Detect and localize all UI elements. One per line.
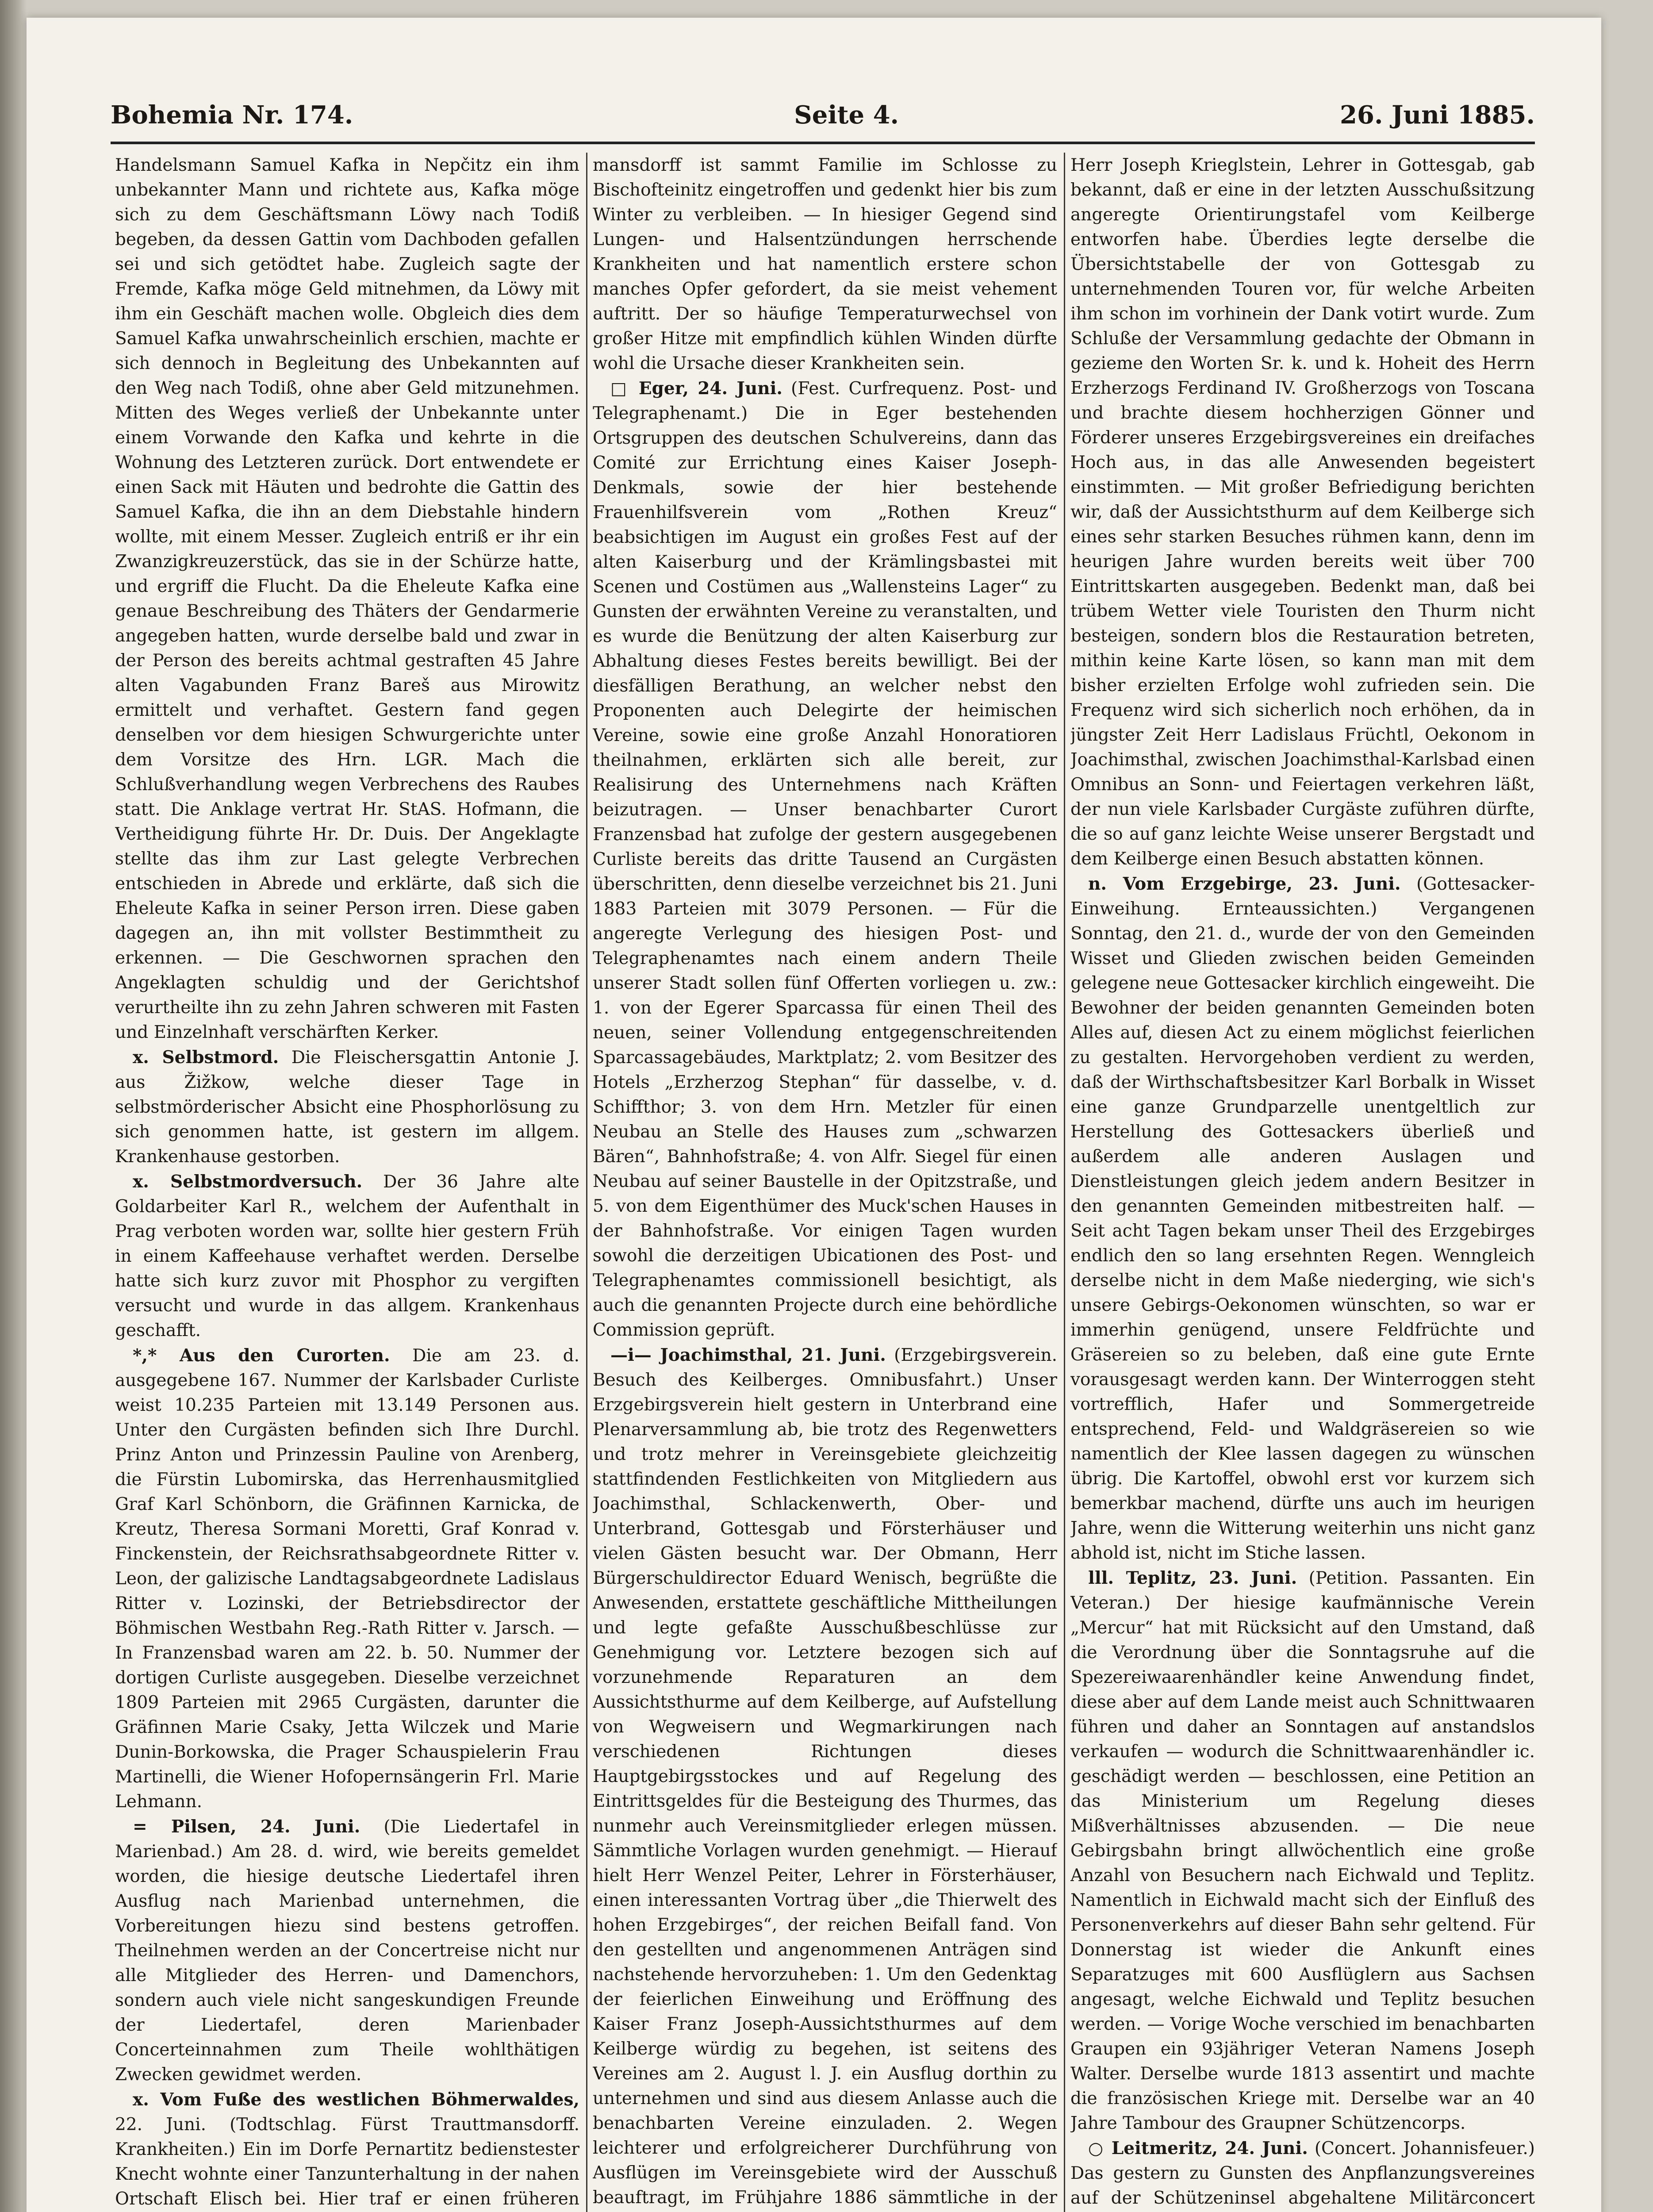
article-heading: *,* Aus den Curorten. [133, 1345, 390, 1366]
article-paragraph [1070, 1566, 1535, 2136]
article-heading: x. Selbstmordversuch. [133, 1171, 363, 1192]
article-text: Die am 23. d. ausgegebene 167. Nummer der Karlsbader Curliste weist 10.235 Parteien mit 13.149 Personen aus. Unter den Curgästen befinden sich Ihre Durchl. Prinz Anton und Prinzessin Pauline von Arenberg, die Fürstin Lubomirska, das Herrenhausmitglied Graf Karl Schönborn, die Gräfinnen Karnicka, de Kreutz, Theresa Sormani Moretti, Graf Konrad v. Finckenstein, der Reichsrathsabgeordnete Ritter v. Leon, der galizische Landtagsabgeordnete Ladislaus Ritter v. Lozinski, der Betriebsdirector der Böhmischen Westbahn Reg.-Rath Ritter v. Jarsch. — In Franzensbad waren am 22. b. 50. Nummer der dortigen Curliste ausgegeben. Dieselbe verzeichnet 1809 Parteien mit 2965 Curgästen, darunter die Gräfinnen Marie Csaky, Jetta Wilczek und Marie Dunin-Borkowska, die Prager Schauspielerin Frau Martinelli, die Wiener Hofopernsängerin Frl. Marie Lehmann. [115, 1346, 579, 1812]
article-text: (Fest. Curfrequenz. Post- und Telegraphenamt.) Die in Eger bestehenden Ortsgruppen des deutschen Schulvereins, dann das Comité zur Errichtung eines Kaiser Joseph-Denkmals, sowie der hier bestehende Frauenhilfsverein vom „Rothen Kreuz“ beabsichtigen im August ein großes Fest auf der alten Kaiserburg und der Krämlingsbastei mit Scenen und Costümen aus „Wallensteins Lager“ zu Gunsten der erwähnten Vereine zu veranstalten, und es wurde die Benützung der alten Kaiserburg zur Abhaltung dieses Festes bereits bewilligt. Bei der diesfälligen Berathung, an welcher nebst den Proponenten auch Delegirte der heimischen Vereine, sowie eine große Anzahl Honoratioren theilnahmen, erklärten sich alle bereit, zur Realisirung des Unternehmens nach Kräften beizutragen. — Unser benachbarter Curort Franzensbad hat zufolge der gestern ausgegebenen Curliste bereits das dritte Tausend an Curgästen überschritten, denn dieselbe verzeichnet bis 21. Juni 1883 Parteien mit 3079 Personen. — Für die angeregte Verlegung des hiesigen Post- und Telegraphenamtes nach einem andern Theile unserer Stadt sollen fünf Offerten vorliegen u. zw.: 1. von der Egerer Sparcassa für einen Theil des neuen, seiner Vollendung entgegenschreitenden Sparcassagebäudes, Marktplatz; 2. vom Besitzer des Hotels „Erzherzog Stephan“ für dasselbe, v. d. Schiffthor; 3. von dem Hrn. Metzler für einen Neubau an Stelle des Hauses zum „schwarzen Bären“, Bahnhofstraße; 4. von Alfr. Siegel für einen Neubau auf seiner Baustelle in der Opitzstraße, und 5. von dem Eigenthümer des Muck'schen Hauses in der Bahnhofstraße. Vor einigen Tagen wurden sowohl die derzeitigen Ubicationen des Post- und Telegraphenamtes commissionell besichtigt, als auch die genannten Projecte durch eine behördliche Commission geprüft. [593, 379, 1057, 1340]
article-paragraph [1070, 153, 1535, 872]
article-paragraph [1070, 872, 1535, 1566]
article-heading: —i— Joachimsthal, 21. Juni. [610, 1345, 886, 1365]
article-text: (Erzgebirgsverein. Besuch des Keilberges. Omnibusfahrt.) Unser Erzgebirgsverein hielt gestern in Unterbrand eine Plenarversammlung ab, bie trotz des Regenwetters und trotz mehrer in Vereinsgebiete gleichzeitig stattfindenden Festlichkeiten von Mitgliedern aus Joachimsthal, Schlackenwerth, Ober- und Unterbrand, Gottesgab und Försterhäuser und vielen Gästen besucht war. Der Obmann, Herr Bürgerschuldirector Eduard Wenisch, begrüßte die Anwesenden, erstattete geschäftliche Mittheilungen und legte gefaßte Ausschußbeschlüsse zur Genehmigung vor. Letztere bezogen sich auf vorzunehmende Reparaturen an dem Aussichtsthurme auf dem Keilberge, auf Aufstellung von Wegweisern und Wegmarkirungen nach verschiedenen Richtungen dieses Hauptgebirgsstockes und auf Regelung des Eintrittsgeldes für die Besteigung des Thurmes, das nunmehr auch Vereinsmitglieder erlegen müssen. Sämmtliche Vorlagen wurden genehmigt. — Hierauf hielt Herr Wenzel Peiter, Lehrer in Försterhäuser, einen interessanten Vortrag über „die Thierwelt des hohen Erzgebirges“, der reichen Beifall fand. Von den gestellten und angenommenen Anträgen sind nachstehende hervorzuheben: 1. Um den Gedenktag der feierlichen Einweihung und Eröffnung des Kaiser Franz Joseph-Aussichtsthurmes auf dem Keilberge würdig zu begehen, ist seitens des Vereines am 2. August l. J. ein Ausflug dorthin zu unternehmen und sind aus diesem Anlasse auch die benachbarten Vereine einzuladen. 2. Wegen leichterer und erfolgreicherer Durchführung von Ausflügen im Vereinsgebiete wird der Ausschuß beauftragt, im Frühjahre 1886 sämmtliche in der [593, 1345, 1057, 2208]
article-paragraph [115, 1169, 579, 1343]
article-heading: = Pilsen, 24. Juni. [133, 1816, 361, 1837]
book-spine [0, 0, 27, 2212]
article-paragraph [593, 376, 1057, 1343]
article-text: mansdorff ist sammt Familie im Schlosse zu Bischofteinitz eingetroffen und gedenkt hier bis zum Winter zu verbleiben. — In hiesiger Gegend sind Lungen- und Halsentzündungen herrschende Krankheiten und hat namentlich erstere schon manches Opfer gefordert, da sie meist vehement auftritt. Der so häufige Temperaturwechsel von großer Hitze mit empfindlich kühlen Winden dürfte wohl die Ursache dieser Krankheiten sein. [593, 155, 1057, 373]
article-paragraph [115, 153, 579, 1045]
article-text: (Die Liedertafel in Marienbad.) Am 28. d. wird, wie bereits gemeldet worden, die hiesige deutsche Liedertafel ihren Ausflug nach Marienbad unternehmen, die Vorbereitungen hiezu sind bestens getroffen. Theilnehmen werden an der Concertreise nicht nur alle Mitglieder des Herren- und Damenchors, sondern auch viele nicht sangeskundigen Freunde der Liedertafel, deren Marienbader Concerteinnahmen zum Theile wohlthätigen Zwecken gewidmet werden. [115, 1817, 579, 2085]
article-heading: ○ Leitmeritz, 24. Juni. [1088, 2138, 1308, 2158]
page-header [111, 91, 1535, 139]
article-text: Handelsmann Samuel Kafka in Nepčitz ein ihm unbekannter Mann und richtete aus, Kafka möge sich zu dem Geschäftsmann Löwy nach Todiß begeben, da dessen Gattin vom Dachboden gefallen sei und sich getödtet habe. Zugleich sagte der Fremde, Kafka möge Geld mitnehmen, da Löwy mit ihm ein Geschäft machen wolle. Obgleich dies dem Samuel Kafka unwahrscheinlich erschien, machte er sich dennoch in Begleitung des Unbekannten auf den Weg nach Todiß, ohne aber Geld mitzunehmen. Mitten des Weges verließ der Unbekannte unter einem Vorwande den Kafka und kehrte in die Wohnung des Letzteren zurück. Dort entwendete er einen Sack mit Häuten und bedrohte die Gattin des Samuel Kafka, die ihn an dem Diebstahle hindern wollte, mit einem Messer. Zugleich entriß er ihr ein Zwanzigkreuzerstück, das sie in der Schürze hatte, und ergriff die Flucht. Da die Eheleute Kafka eine genaue Beschreibung des Thäters der Gendarmerie angegeben hatten, wurde derselbe bald und zwar in der Person des bereits achtmal gestraften 45 Jahre alten Vagabunden Franz Bareš aus Mirowitz ermittelt und verhaftet. Gestern fand gegen denselben vor dem hiesigen Schwurgerichte unter dem Vorsitze des Hrn. LGR. Mach die Schlußverhandlung wegen Verbrechens des Raubes statt. Die Anklage vertrat Hr. StAS. Hofmann, die Vertheidigung führte Hr. Dr. Duis. Der Angeklagte stellte das ihm zur Last gelegte Verbrechen entschieden in Abrede und erklärte, daß sich die Eheleute Kafka in seiner Person irren. Diese gaben dagegen an, ihn mit vollster Bestimmtheit zu erkennen. — Die Geschwornen sprachen den Angeklagten schuldig und der Gerichtshof verurtheilte ihn zu zehn Jahren schweren mit Fasten und Einzelnhaft verschärften Kerker. [115, 155, 579, 1042]
column-divider [1064, 153, 1065, 2212]
article-text: Herr Joseph Krieglstein, Lehrer in Gottesgab, gab bekannt, daß er eine in der letzten Ausschußsitzung angeregte Orientirungstafel vom Keilberge entworfen habe. Überdies legte derselbe die Übersichtstabelle der von Gottesgab zu unternehmenden Touren vor, für welche Arbeiten ihm schon im vorhinein der Dank votirt wurde. Zum Schluße der Versammlung gedachte der Obmann in gezieme den Worten Sr. k. und k. Hoheit des Herrn Erzherzogs Ferdinand IV. Großherzogs von Toscana und brachte diesem hochherzigen Gönner und Förderer unseres Erzgebirgsvereines ein dreifaches Hoch aus, in das alle Anwesenden begeistert einstimmten. — Mit großer Befriedigung berichten wir, daß der Aussichtsthurm auf dem Keilberge sich eines sehr starken Besuches rühmen kann, denn im heurigen Jahre wurden bereits weit über 700 Eintrittskarten ausgegeben. Bedenkt man, daß bei trübem Wetter viele Touristen den Thurm nicht besteigen, sondern blos die Restauration betreten, mithin keine Karte lösen, so kann man mit dem bisher erzielten Erfolge wohl zufrieden sein. Die Frequenz wird sich sicherlich noch erhöhen, da in jüngster Zeit Herr Ladislaus Früchtl, Oekonom in Joachimsthal, zwischen Joachimsthal-Karlsbad einen Omnibus an Sonn- und Feiertagen verkehren läßt, der nun viele Karlsbader Curgäste zuführen dürfte, die so auf ganz leichte Weise unserer Bergstadt und dem Keilberge einen Besuch abstatten können. [1070, 155, 1535, 869]
article-paragraph [115, 1045, 579, 1169]
article-heading: n. Vom Erzgebirge, 23. Juni. [1088, 874, 1401, 894]
article-heading: x. Selbstmord. [133, 1047, 279, 1068]
article-paragraph [1070, 2136, 1535, 2212]
article-text: Die Fleischersgattin Antonie J. aus Žižkow, welche dieser Tage in selbstmörderischer Absicht eine Phosphorlösung zu sich genommen hatte, ist gestern im allgem. Krankenhause gestorben. [115, 1048, 579, 1167]
header-page-number: Seite 4. [794, 100, 899, 130]
column-divider [586, 153, 587, 2212]
article-paragraph [593, 1343, 1057, 2212]
header-paper-name: Bohemia Nr. 174. [111, 100, 353, 130]
article-paragraph [593, 153, 1057, 376]
text-column-1 [115, 153, 579, 2212]
article-paragraph [115, 1814, 579, 2087]
article-text: Der 36 Jahre alte Goldarbeiter Karl R., welchem der Aufenthalt in Prag verboten worden war, sollte hier gestern Früh in einem Kaffeehause verhaftet werden. Derselbe hatte sich kurz zuvor mit Phosphor zu vergiften versucht und wurde in das allgem. Krankenhaus geschafft. [115, 1172, 579, 1340]
text-column-3 [1070, 153, 1535, 2212]
article-paragraph [115, 2087, 579, 2212]
header-date: 26. Juni 1885. [1340, 100, 1535, 130]
article-paragraph [115, 1343, 579, 1814]
article-heading: □ Eger, 24. Juni. [610, 378, 782, 399]
article-text: (Concert. Johannisfeuer.) Das gestern zu Gunsten des Anpflanzungsvereines auf der Schützeninsel abgehaltene Militärconcert [1070, 2139, 1535, 2208]
article-text: (Gottesacker-Einweihung. Ernteaussichten.) Vergangenen Sonntag, den 21. d., wurde der von den Gemeinden Wisset und Glieden zwischen beiden Gemeinden gelegene neue Gottesacker kirchlich eingeweiht. Die Bewohner der beiden genannten Gemeinden boten Alles auf, diesen Act zu einem möglichst feierlichen zu gestalten. Hervorgehoben verdient zu werden, daß der Wirthschaftsbesitzer Karl Borbalk in Wisset eine ganze Grundparzelle unentgeltlich zur Herstellung des Gottesackers überließ und außerdem alle anderen Auslagen und Dienstleistungen gleich jedem andern Besitzer in den genannten Gemeinden mitbestreiten half. — Seit acht Tagen bekam unser Theil des Erzgebirges endlich den so lang ersehnten Regen. Wenngleich derselbe nicht in dem Maße niederging, wie sich's unsere Gebirgs-Oekonomen wünschten, so war er immerhin genügend, unsere Feldfrüchte und Gräsereien so zu beleben, daß eine gute Ernte vorausgesagt werden kann. Der Winterroggen steht vortrefflich, Hafer und Sommergetreide entsprechend, Feld- und Waldgräsereien so wie namentlich der Klee lassen dagegen zu wünschen übrig. Die Kartoffel, obwohl erst vor kurzem sich bemerkbar machend, dürfte uns auch im heurigen Jahre, wenn die Witterung weiterhin uns nicht ganz abhold ist, nicht im Stiche lassen. [1070, 874, 1535, 1563]
article-text: 22. Juni. (Todtschlag. Fürst Trauttmansdorff. Krankheiten.) Ein im Dorfe Pernartitz bedienstester Knecht wohnte einer Tanzunterhaltung in der nahen Ortschaft Elisch bei. Hier traf er einen früheren [115, 2115, 579, 2209]
article-heading: x. Vom Fuße des westlichen Böhmerwaldes, [133, 2089, 579, 2110]
header-rule [111, 142, 1535, 144]
article-heading: lll. Teplitz, 23. Juni. [1088, 1568, 1297, 1588]
article-text: (Petition. Passanten. Ein Veteran.) Der hiesige kaufmännische Verein „Mercur“ hat mit Rücksicht auf den Umstand, daß die Verordnung über die Sonntagsruhe auf die Spezereiwaarenhändler keine Anwendung findet, diese aber auf dem Lande meist auch Schnittwaaren führen und daher an Sonntagen auf anstandslos verkaufen — wodurch die Schnittwaarenhändler ic. geschädigt werden — beschlossen, eine Petition an das Ministerium um Regelung dieses Mißverhältnisses abzusenden. — Die neue Gebirgsbahn bringt allwöchentlich eine große Anzahl von Besuchern nach Eichwald und Teplitz. Namentlich in Eichwald macht sich der Einfluß des Personenverkehrs auf dieser Bahn sehr geltend. Für Donnerstag ist wieder die Ankunft eines Separatzuges mit 600 Ausflüglern aus Sachsen angesagt, welche Eichwald und Teplitz besuchen werden. — Vorige Woche verschied im benachbarten Graupen ein 93jähriger Veteran Namens Joseph Walter. Derselbe wurde 1813 assentirt und machte die französischen Kriege mit. Derselbe war an 40 Jahre Tambour des Graupner Schützencorps. [1070, 1568, 1535, 2133]
text-column-2 [593, 153, 1057, 2212]
